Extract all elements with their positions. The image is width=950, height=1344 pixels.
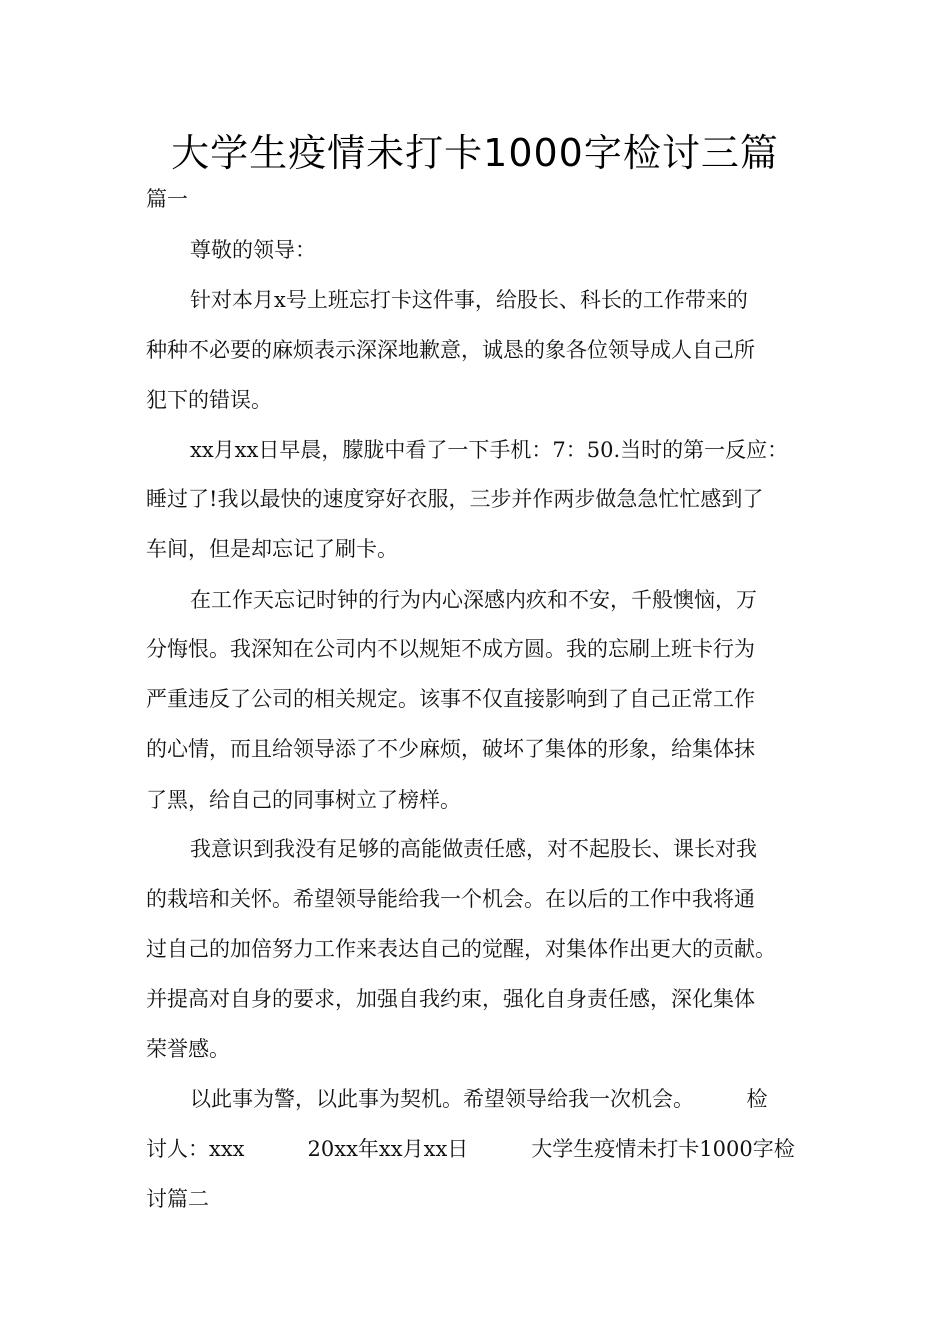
paragraph-line: 在工作天忘记时钟的行为内心深感内疚和不安，千般懊恼，万	[190, 588, 757, 612]
paragraph-line: 分悔恨。我深知在公司内不以规矩不成方圆。我的忘刷上班卡行为	[146, 637, 755, 661]
paragraph-line: 的心情，而且给领导添了不少麻烦，破坏了集体的形象，给集体抹	[146, 737, 755, 761]
paragraph-line: 我意识到我没有足够的高能做责任感，对不起股长、课长对我	[190, 837, 757, 861]
section-label-next: 讨篇二	[146, 1187, 209, 1211]
paragraph-line: 的栽培和关怀。希望领导能给我一个机会。在以后的工作中我将通	[146, 887, 755, 911]
paragraph-line: xx月xx日早晨，朦胧中看了一下手机：7：50.当时的第一反应：	[190, 438, 789, 462]
paragraph-line: 过自己的加倍努力工作来表达自己的觉醒，对集体作出更大的贡献。	[146, 937, 776, 961]
paragraph-line: 严重违反了公司的相关规定。该事不仅直接影响到了自己正常工作	[146, 687, 755, 711]
paragraph-line: 了黑，给自己的同事树立了榜样。	[146, 788, 461, 812]
paragraph-line: 种种不必要的麻烦表示深深地歉意，诚恳的象各位领导成人自己所	[146, 338, 755, 362]
salutation-line: 尊敬的领导：	[190, 238, 316, 262]
paragraph-line: 犯下的错误。	[146, 388, 272, 412]
paragraph-line: 荣誉感。	[146, 1037, 230, 1061]
paragraph-line: 以此事为警，以此事为契机。希望领导给我一次机会。 检	[190, 1087, 768, 1111]
signature-line: 讨人：xxx 20xx年xx月xx日 大学生疫情未打卡1000字检	[146, 1137, 795, 1161]
paragraph-line: 睡过了!我以最快的速度穿好衣服，三步并作两步做急急忙忙感到了	[146, 487, 764, 511]
paragraph-line: 车间，但是却忘记了刷卡。	[146, 537, 398, 561]
section-label: 篇一	[146, 187, 188, 211]
paragraph-line: 针对本月x号上班忘打卡这件事，给股长、科长的工作带来的	[190, 288, 748, 312]
paragraph-line: 并提高对自身的要求，加强自我约束，强化自身责任感，深化集体	[146, 987, 755, 1011]
page-title: 大学生疫情未打卡1000字检讨三篇	[171, 131, 779, 175]
